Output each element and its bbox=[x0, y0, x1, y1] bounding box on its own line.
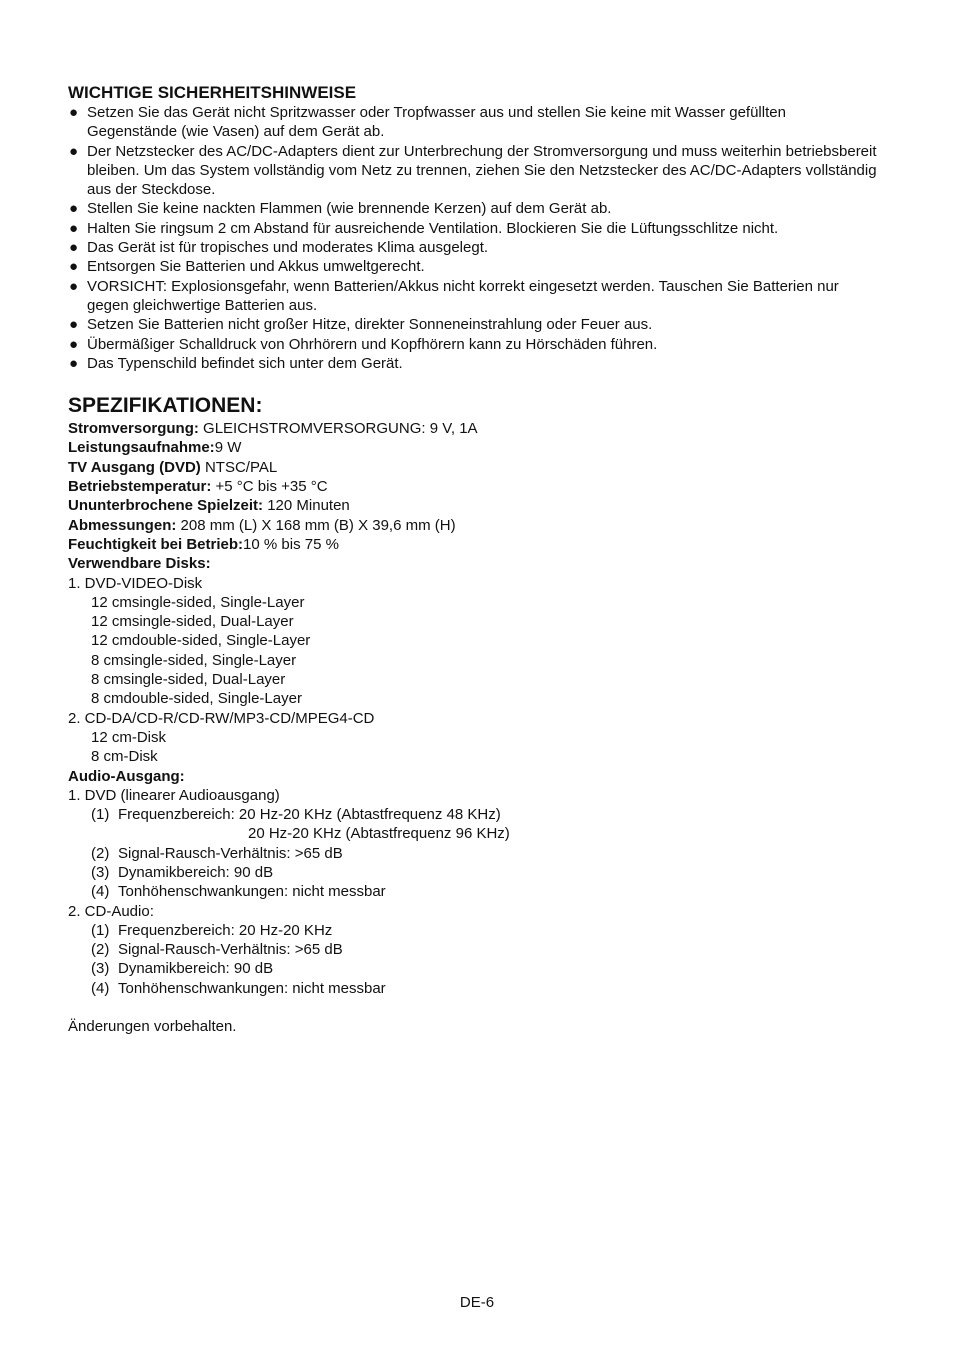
audio-dvd-title: 1. DVD (linearer Audioausgang) bbox=[68, 786, 280, 804]
item-number: (3) bbox=[91, 863, 110, 881]
spec-label: Ununterbrochene Spielzeit: bbox=[68, 497, 264, 515]
bullet-icon: ● bbox=[69, 219, 79, 237]
spec-value: 120 Minuten bbox=[263, 497, 350, 515]
page-number: DE-6 bbox=[459, 1294, 495, 1311]
item-number: (4) bbox=[91, 883, 110, 901]
list-item: (4) Tonhöhenschwankungen: nicht messbar bbox=[91, 979, 386, 997]
bullet-icon: ● bbox=[69, 335, 79, 353]
list-item: ● Stellen Sie keine nackten Flammen (wie brennende Kerzen) auf dem Gerät ab. bbox=[69, 200, 612, 218]
list-item: (3) Dynamikbereich: 90 dB bbox=[91, 863, 274, 881]
spec-row bbox=[68, 516, 878, 535]
specs-heading: SPEZIFIKATIONEN: bbox=[68, 394, 263, 418]
bullet-icon: ● bbox=[69, 277, 79, 295]
list-item: 12 cmsingle-sided, Single-Layer bbox=[91, 593, 305, 611]
item-number: (1) bbox=[91, 921, 110, 939]
item-number: (4) bbox=[91, 979, 110, 997]
spec-label: Stromversorgung: bbox=[68, 420, 199, 438]
safety-heading: WICHTIGE SICHERHEITSHINWEISE bbox=[68, 83, 357, 102]
list-item: ● Übermäßiger Schalldruck von Ohrhörern und Kopfhörern kann zu Hörschäden führen. bbox=[69, 335, 658, 353]
spec-row bbox=[68, 458, 878, 477]
spec-row bbox=[68, 535, 878, 554]
list-item: 8 cm-Disk bbox=[91, 748, 158, 766]
spec-value: GLEICHSTROMVERSORGUNG: 9 V, 1A bbox=[198, 420, 478, 438]
list-item: 8 cmdouble-sided, Single-Layer bbox=[91, 690, 302, 708]
bullet-icon: ● bbox=[69, 354, 79, 372]
list-item: ● Das Typenschild befindet sich unter dem Gerät. bbox=[69, 354, 403, 372]
bullet-icon: ● bbox=[69, 104, 79, 121]
list-item: 8 cmsingle-sided, Single-Layer bbox=[91, 651, 297, 669]
spec-row bbox=[68, 419, 878, 438]
bullet-icon: ● bbox=[69, 200, 79, 218]
document-page bbox=[68, 82, 878, 1036]
list-item: 12 cm-Disk bbox=[91, 728, 167, 746]
list-item: (1) Frequenzbereich: 20 Hz-20 KHz (Abtastfrequenz 48 KHz) bbox=[91, 806, 501, 824]
spec-label: Abmessungen: bbox=[68, 516, 177, 534]
item-number: (3) bbox=[91, 960, 110, 978]
spacer bbox=[68, 998, 878, 1017]
spec-label: Feuchtigkeit bei Betrieb: bbox=[68, 535, 244, 553]
safety-list bbox=[68, 103, 878, 373]
list-item: (4) Tonhöhenschwankungen: nicht messbar bbox=[91, 883, 386, 901]
list-item: ● Setzen Sie das Gerät nicht Spritzwasser oder Tropfwasser aus und stellen Sie keine mit Wasser gefüllten Gegenstände (wie Vasen) auf dem Gerät ab. bbox=[69, 104, 786, 141]
list-item: (1) Frequenzbereich: 20 Hz-20 KHz bbox=[91, 921, 333, 939]
list-item: ● VORSICHT: Explosionsgefahr, wenn Batterien/Akkus nicht korrekt eingesetzt werden. Tauschen Sie Batterien nur gegen gleichwertige Batterien aus. bbox=[69, 277, 839, 314]
disks-dvd-title: 1. DVD-VIDEO-Disk bbox=[68, 574, 203, 592]
list-item: 20 Hz-20 KHz (Abtastfrequenz 96 KHz) bbox=[248, 825, 510, 843]
spec-label: TV Ausgang (DVD) bbox=[68, 458, 201, 476]
list-item: ● Halten Sie ringsum 2 cm Abstand für ausreichende Ventilation. Blockieren Sie die Lüftungsschlitze nicht. bbox=[69, 219, 779, 237]
list-item: (3) Dynamikbereich: 90 dB bbox=[91, 960, 274, 978]
list-item: ● Das Gerät ist für tropisches und moderates Klima ausgelegt. bbox=[69, 239, 489, 257]
list-item: ● Entsorgen Sie Batterien und Akkus umweltgerecht. bbox=[69, 258, 425, 276]
spec-label: Betriebstemperatur: bbox=[68, 478, 212, 496]
spec-value: 10 % bis 75 % bbox=[243, 535, 339, 553]
item-number: (2) bbox=[91, 844, 110, 862]
disks-heading: Verwendbare Disks: bbox=[68, 555, 211, 573]
spec-row bbox=[68, 477, 878, 496]
spec-value: 208 mm (L) X 168 mm (B) X 39,6 mm (H) bbox=[176, 516, 456, 534]
list-item: (2) Signal-Rausch-Verhältnis: >65 dB bbox=[91, 941, 343, 959]
bullet-icon: ● bbox=[69, 239, 79, 257]
audio-heading: Audio-Ausgang: bbox=[68, 767, 185, 785]
audio-cd-title: 2. CD-Audio: bbox=[68, 902, 154, 920]
spec-value: +5 °C bis +35 °C bbox=[211, 478, 328, 496]
disks-cd-title: 2. CD-DA/CD-R/CD-RW/MP3-CD/MPEG4-CD bbox=[68, 709, 375, 727]
bullet-icon: ● bbox=[69, 142, 79, 160]
bullet-icon: ● bbox=[69, 316, 79, 334]
item-number: (2) bbox=[91, 941, 110, 959]
spec-row bbox=[68, 438, 878, 457]
spec-value: 9 W bbox=[214, 439, 242, 457]
list-item: ● Setzen Sie Batterien nicht großer Hitze, direkter Sonneneinstrahlung oder Feuer aus. bbox=[69, 316, 653, 334]
list-item: 12 cmsingle-sided, Dual-Layer bbox=[91, 613, 294, 631]
list-item: 12 cmdouble-sided, Single-Layer bbox=[91, 632, 311, 650]
list-item: 8 cmsingle-sided, Dual-Layer bbox=[91, 671, 286, 689]
list-item: ● Der Netzstecker des AC/DC-Adapters dient zur Unterbrechung der Stromversorgung und muss weiterhin betriebsbereit bleiben. Um das System vollständig vom Netz zu trennen, ziehen Sie den Netzstecker des AC/DC-Adapters vollständig aus der Steckdose. bbox=[69, 142, 877, 199]
spec-row bbox=[68, 496, 878, 515]
item-number: (1) bbox=[91, 806, 110, 824]
bullet-icon: ● bbox=[69, 258, 79, 276]
list-item: (2) Signal-Rausch-Verhältnis: >65 dB bbox=[91, 844, 343, 862]
changes-note: Änderungen vorbehalten. bbox=[68, 1018, 237, 1036]
spec-label: Leistungsaufnahme: bbox=[68, 439, 215, 457]
spec-value: NTSC/PAL bbox=[200, 458, 278, 476]
